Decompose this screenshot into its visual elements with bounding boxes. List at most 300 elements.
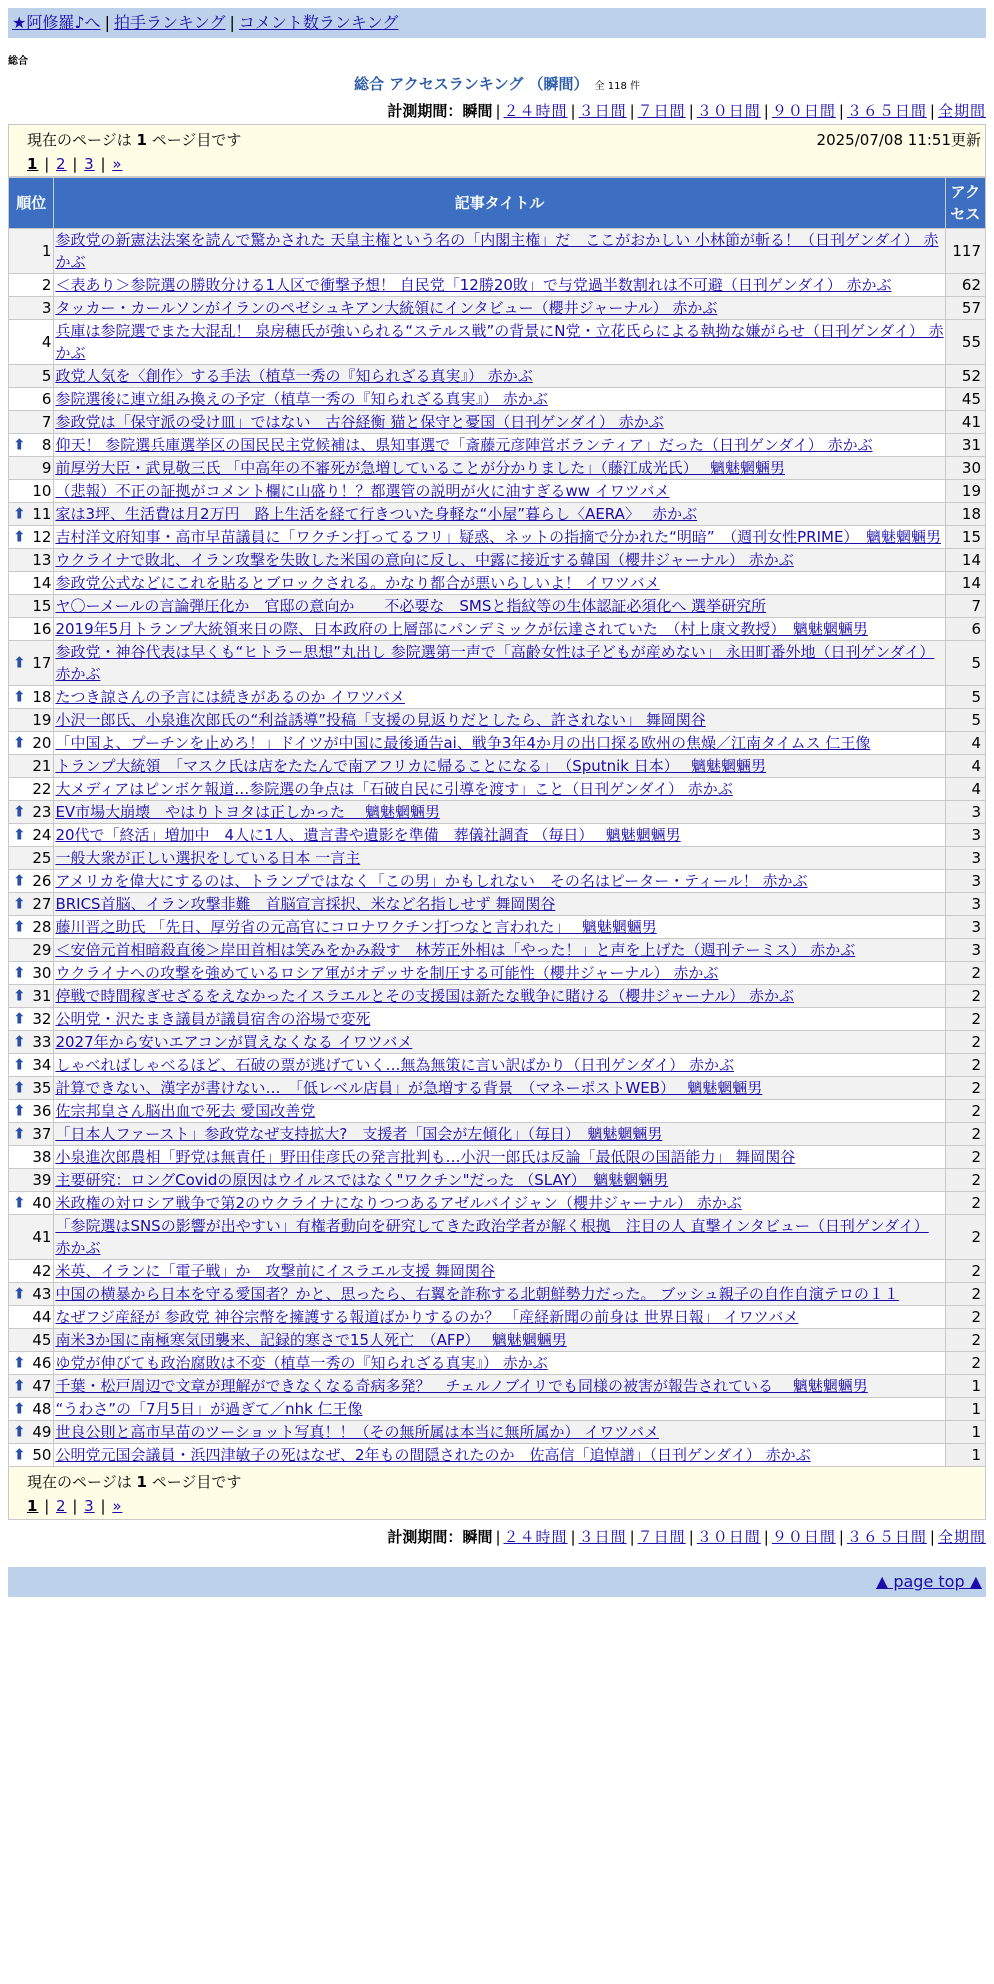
table-row: [9, 1054, 986, 1077]
access-count: 31: [945, 434, 985, 457]
title-cell: [54, 755, 945, 778]
rank-cell: [9, 1169, 54, 1192]
period-separator: |: [570, 102, 576, 120]
rank-up-arrow-icon: ⬆: [13, 1445, 26, 1464]
table-row: [9, 1306, 986, 1329]
article-title-link[interactable]: ヤ〇ーメールの言論弾圧化か 官邸の意向か 不必要な SMSと指紋等の生体認証必須化へ 選挙研究所: [55, 597, 767, 615]
table-row: [9, 1077, 986, 1100]
article-title-link[interactable]: 藤川晋之助氏 「先日、厚労省の元高官にコロナワクチン打つなと言われた」 魑魅魍魎男: [55, 918, 657, 936]
pagination: [27, 1497, 977, 1515]
title-cell: [54, 1398, 945, 1421]
title-cell: [54, 1077, 945, 1100]
ranking-table: [8, 177, 986, 1467]
period-link[interactable]: ２４時間: [503, 102, 568, 120]
title-cell: [54, 411, 945, 434]
access-count: 2: [945, 1306, 985, 1329]
title-cell: [54, 1146, 945, 1169]
access-count: 1: [945, 1421, 985, 1444]
article-title-link[interactable]: 停戦で時間稼ぎせざるをえなかったイスラエルとその支援国は新たな戦争に賭ける（櫻井ジャーナル） 赤かぶ: [55, 987, 795, 1005]
rank-up-arrow-icon: ⬆: [13, 917, 26, 936]
table-row: [9, 1352, 986, 1375]
access-count: 2: [945, 1031, 985, 1054]
table-row: [9, 893, 986, 916]
table-row: [9, 755, 986, 778]
access-count: 4: [945, 778, 985, 801]
title-cell: [54, 434, 945, 457]
access-count: 57: [945, 297, 985, 320]
rank-cell: [9, 618, 54, 641]
title-cell: [54, 1100, 945, 1123]
rank-cell: [9, 1306, 54, 1329]
table-row: [9, 411, 986, 434]
rank-cell: [9, 801, 54, 824]
rank-up-arrow-icon: ⬆: [13, 1399, 26, 1418]
access-count: 2: [945, 985, 985, 1008]
article-title-link[interactable]: タッカー・カールソンがイランのペゼシュキアン大統領にインタビュー（櫻井ジャーナル） 赤かぶ: [55, 299, 718, 317]
article-title-link[interactable]: 佐宗邦皇さん脳出血で死去 愛国改善党: [55, 1102, 316, 1120]
period-current: 瞬間: [462, 1528, 493, 1546]
access-count: 30: [945, 457, 985, 480]
title-cell: [54, 962, 945, 985]
article-title-link[interactable]: 「参院選はSNSの影響が出やすい」有権者動向を研究してきた政治学者が解く根拠 注目の人 直撃インタビュー（日刊ゲンダイ） 赤かぶ: [55, 1217, 929, 1257]
page-info: [27, 1471, 977, 1492]
title-cell: [54, 365, 945, 388]
rank-number: 21: [32, 757, 52, 775]
rank-number: 6: [41, 390, 52, 408]
article-title-link[interactable]: なぜフジ産経が 参政党 神谷宗幣を擁護する報道ばかりするのか？ 「産経新聞の前身は 世界日報」 イワツバメ: [55, 1308, 799, 1326]
access-count: 5: [945, 686, 985, 709]
period-link[interactable]: 全期間: [937, 1528, 986, 1546]
clap-ranking-link[interactable]: 拍手ランキング: [113, 13, 226, 32]
pagination-link[interactable]: 2: [56, 155, 67, 173]
period-separator: |: [629, 1528, 635, 1546]
title-cell: [54, 778, 945, 801]
table-row: [9, 985, 986, 1008]
article-title-link[interactable]: 主要研究：ロングCovidの原因はウイルスではなく"ワクチン"だった （SLAY） 魑魅魍魎男: [55, 1171, 669, 1189]
page-info-number: 1: [136, 1473, 147, 1491]
rank-cell: [9, 1100, 54, 1123]
rank-cell: [9, 916, 54, 939]
rank-number: 48: [32, 1400, 52, 1418]
access-count: 2: [945, 1192, 985, 1215]
access-count: 3: [945, 893, 985, 916]
title-cell: [54, 1123, 945, 1146]
period-link[interactable]: ３日間: [578, 102, 627, 120]
access-count: 18: [945, 503, 985, 526]
title-cell: [54, 939, 945, 962]
article-title-link[interactable]: ＜安倍元首相暗殺直後＞岸田首相は笑みをかみ殺す 林芳正外相は「やった！」と声を上げた（週刊テーミス） 赤かぶ: [55, 941, 856, 959]
title-cell: [54, 1352, 945, 1375]
rank-cell: [9, 526, 54, 549]
table-row: [9, 1375, 986, 1398]
rank-cell: [9, 1352, 54, 1375]
title-cell: [54, 1008, 945, 1031]
title-cell: [54, 526, 945, 549]
rank-number: 41: [32, 1228, 52, 1246]
article-title-link[interactable]: 参院選後に連立組み換えの予定（植草一秀の『知られざる真実』） 赤かぶ: [55, 390, 548, 408]
article-title-link[interactable]: 南米3か国に南極寒気団襲来、記録的寒さで15人死亡 （AFP） 魑魅魍魎男: [55, 1331, 567, 1349]
table-row: [9, 1123, 986, 1146]
article-title-link[interactable]: しゃべればしゃべるほど、石破の票が逃げていく…無為無策に言い訳ばかり（日刊ゲンダイ） 赤かぶ: [55, 1056, 735, 1074]
access-count: 2: [945, 1352, 985, 1375]
rank-number: 19: [32, 711, 52, 729]
rank-cell: [9, 755, 54, 778]
article-title-link[interactable]: 米政権の対ロシア戦争で第2のウクライナになりつつあるアゼルバイジャン（櫻井ジャーナル） 赤かぶ: [55, 1194, 742, 1212]
access-count: 3: [945, 824, 985, 847]
title-cell: [54, 801, 945, 824]
access-count: 7: [945, 595, 985, 618]
table-row: [9, 320, 986, 365]
page-info-suffix: ページ目です: [151, 131, 242, 149]
home-link[interactable]: ★阿修羅♪へ: [12, 13, 101, 32]
rank-up-arrow-icon: ⬆: [13, 1078, 26, 1097]
article-title-link[interactable]: 公明党・沢たまき議員が議員宿舎の浴場で変死: [55, 1010, 371, 1028]
access-count: 2: [945, 962, 985, 985]
rank-number: 33: [32, 1033, 52, 1051]
rank-number: 40: [32, 1194, 52, 1212]
table-row: [9, 1398, 986, 1421]
title-cell: [54, 732, 945, 755]
rank-number: 14: [32, 574, 52, 592]
table-row: [9, 1421, 986, 1444]
table-row: [9, 1100, 986, 1123]
access-count: 2: [945, 1077, 985, 1100]
pagination-separator: |: [66, 1497, 85, 1515]
article-title-link[interactable]: ウクライナで敗北、イラン攻撃を失敗した米国の意向に反し、中露に接近する韓国（櫻井ジャーナル） 赤かぶ: [55, 551, 794, 569]
page-top-link[interactable]: ▲ page top ▲: [875, 1572, 982, 1591]
rank-number: 36: [32, 1102, 52, 1120]
rank-number: 37: [32, 1125, 52, 1143]
rank-number: 46: [32, 1354, 52, 1372]
rank-number: 12: [32, 528, 52, 546]
rank-cell: [9, 457, 54, 480]
rank-number: 39: [32, 1171, 52, 1189]
rank-up-arrow-icon: ⬆: [13, 894, 26, 913]
page-heading: [0, 73, 994, 94]
table-row: [9, 709, 986, 732]
rank-cell: [9, 1375, 54, 1398]
rank-up-arrow-icon: ⬆: [13, 1124, 26, 1143]
article-title-link[interactable]: 参政党は「保守派の受け皿」ではない 古谷経衡 猫と保守と憂国（日刊ゲンダイ） 赤かぶ: [55, 413, 664, 431]
pagination-next[interactable]: »: [112, 1497, 123, 1515]
table-row: [9, 1169, 986, 1192]
header-access: アクセス: [945, 178, 985, 229]
title-cell: [54, 595, 945, 618]
period-link[interactable]: ３０日間: [696, 102, 761, 120]
period-link[interactable]: 全期間: [937, 102, 986, 120]
rank-cell: [9, 572, 54, 595]
pagination-separator: |: [66, 155, 85, 173]
period-link[interactable]: ３０日間: [696, 1528, 761, 1546]
rank-cell: [9, 1146, 54, 1169]
period-separator: |: [688, 1528, 694, 1546]
access-count: 5: [945, 641, 985, 686]
rank-number: 5: [41, 367, 52, 385]
access-count: 3: [945, 939, 985, 962]
title-cell: [54, 709, 945, 732]
period-link[interactable]: ９０日間: [771, 1528, 836, 1546]
rank-number: 13: [32, 551, 52, 569]
table-row: [9, 274, 986, 297]
period-selector-bottom: [8, 1526, 986, 1547]
period-label: 計測期間：: [387, 1528, 463, 1546]
rank-up-arrow-icon: ⬆: [13, 653, 26, 672]
table-row: [9, 229, 986, 274]
rank-number: 30: [32, 964, 52, 982]
rank-number: 50: [32, 1446, 52, 1464]
rank-number: 24: [32, 826, 52, 844]
pagination-separator: |: [94, 155, 113, 173]
rank-cell: [9, 503, 54, 526]
total-count: 全 118 件: [594, 81, 640, 92]
article-title-link[interactable]: 一般大衆が正しい選択をしている日本 一言主: [55, 849, 361, 867]
rank-cell: [9, 732, 54, 755]
rank-up-arrow-icon: ⬆: [13, 1284, 26, 1303]
title-cell: [54, 618, 945, 641]
access-count: 5: [945, 709, 985, 732]
period-link[interactable]: ２４時間: [503, 1528, 568, 1546]
table-row: [9, 526, 986, 549]
table-row: [9, 388, 986, 411]
access-count: 117: [945, 229, 985, 274]
period-link[interactable]: ７日間: [637, 102, 686, 120]
article-title-link[interactable]: 計算できない、漢字が書けない… 「低レベル店員」が急増する背景 （マネーポストWEB） 魑魅魍魎男: [55, 1079, 763, 1097]
rank-cell: [9, 320, 54, 365]
rank-number: 42: [32, 1262, 52, 1280]
rank-cell: [9, 1192, 54, 1215]
article-title-link[interactable]: 公明党元国会議員・浜四津敏子の死はなぜ、2年もの間隠されたのか 佐高信「追悼譜」（日刊ゲンダイ） 赤かぶ: [55, 1446, 811, 1464]
updated-timestamp: 2025/07/08 11:51更新: [816, 131, 981, 149]
article-title-link[interactable]: 「日本人ファースト」参政党なぜ支持拡大? 支援者「国会が左傾化」（毎日） 魑魅魍魎男: [55, 1125, 663, 1143]
rank-cell: [9, 824, 54, 847]
rank-up-arrow-icon: ⬆: [13, 871, 26, 890]
table-row: [9, 457, 986, 480]
page-info-prefix: 現在のページは: [27, 131, 132, 149]
title-cell: [54, 229, 945, 274]
title-cell: [54, 985, 945, 1008]
rank-up-arrow-icon: ⬆: [13, 504, 26, 523]
article-title-link[interactable]: 米英、イランに「電子戦」か 攻撃前にイスラエル支援 舞岡関谷: [55, 1262, 496, 1280]
rank-number: 28: [32, 918, 52, 936]
table-row: [9, 434, 986, 457]
period-separator: |: [688, 102, 694, 120]
article-title-link[interactable]: 政党人気を〈創作〉する手法（植草一秀の『知られざる真実』） 赤かぶ: [55, 367, 533, 385]
article-title-link[interactable]: 兵庫は参院選でまた大混乱！ 泉房穂氏が強いられる“ステルス戦”の背景にN党・立花氏らによる執拗な嫌がらせ（日刊ゲンダイ） 赤かぶ: [55, 322, 944, 362]
table-row: [9, 732, 986, 755]
table-row: [9, 778, 986, 801]
rank-up-arrow-icon: ⬆: [13, 1055, 26, 1074]
pagination-next[interactable]: »: [112, 155, 123, 173]
access-count: 14: [945, 549, 985, 572]
period-link[interactable]: ３６５日間: [846, 102, 927, 120]
period-selector: [8, 100, 986, 121]
access-count: 62: [945, 274, 985, 297]
access-count: 2: [945, 1008, 985, 1031]
article-title-link[interactable]: アメリカを偉大にするのは、トランプではなく「この男」かもしれない その名はピーター・ティール！ 赤かぶ: [55, 872, 808, 890]
rank-cell: [9, 1123, 54, 1146]
rank-number: 16: [32, 620, 52, 638]
access-count: 2: [945, 1215, 985, 1260]
access-count: 4: [945, 755, 985, 778]
period-separator: |: [629, 102, 635, 120]
period-link[interactable]: ７日間: [637, 1528, 686, 1546]
article-title-link[interactable]: 2027年から安いエアコンが買えなくなる イワツバメ: [55, 1033, 413, 1051]
title-cell: [54, 916, 945, 939]
rank-number: 25: [32, 849, 52, 867]
rank-cell: [9, 1077, 54, 1100]
table-row: [9, 1260, 986, 1283]
table-row: [9, 847, 986, 870]
rank-number: 32: [32, 1010, 52, 1028]
access-count: 3: [945, 916, 985, 939]
access-count: 2: [945, 1123, 985, 1146]
title-cell: [54, 1054, 945, 1077]
article-title-link[interactable]: 中国の横暴から日本を守る愛国者？かと、思ったら、右翼を詐称する北朝鮮勢力だった。 ブッシュ親子の自作自演テロの１１: [55, 1285, 899, 1303]
rank-cell: [9, 1031, 54, 1054]
article-title-link[interactable]: 家は3坪、生活費は月2万円 路上生活を経て行きついた身軽な“小屋”暮らし〈AERA〉 赤かぶ: [55, 505, 698, 523]
period-separator: |: [495, 1528, 501, 1546]
access-count: 2: [945, 1260, 985, 1283]
title-cell: [54, 320, 945, 365]
comment-ranking-link[interactable]: コメント数ランキング: [238, 13, 399, 32]
access-count: 2: [945, 1146, 985, 1169]
pagination-link[interactable]: 3: [84, 155, 95, 173]
article-title-link[interactable]: たつき諒さんの予言には続きがあるのか イワツバメ: [55, 688, 405, 706]
rank-cell: [9, 549, 54, 572]
table-header-row: [9, 178, 986, 229]
rank-number: 47: [32, 1377, 52, 1395]
article-title-link[interactable]: ウクライナへの攻撃を強めているロシア軍がオデッサを制圧する可能性（櫻井ジャーナル） 赤かぶ: [55, 964, 719, 982]
article-title-link[interactable]: 2019年5月トランプ大統領来日の際、日本政府の上層部にパンデミックが伝達されていた （村上康文教授） 魑魅魍魎男: [55, 620, 868, 638]
table-row: [9, 549, 986, 572]
title-cell: [54, 1192, 945, 1215]
rank-cell: [9, 274, 54, 297]
title-cell: [54, 480, 945, 503]
article-title-link[interactable]: BRICS首脳、イラン攻撃非難 首脳宣言採択、米など名指しせず 舞岡関谷: [55, 895, 556, 913]
article-title-link[interactable]: 参政党公式などにこれを貼るとブロックされる。かなり都合が悪いらしいよ！ イワツバメ: [55, 574, 660, 592]
title-cell: [54, 1421, 945, 1444]
article-title-link[interactable]: 世良公則と高市早苗のツーショット写真！！（その無所属は本当に無所属か） イワツバメ: [55, 1423, 660, 1441]
article-title-link[interactable]: 「中国よ、プーチンを止めろ！」ドイツが中国に最後通告ai、戦争3年4か月の出口探る欧州の焦燥／江南タイムス 仁王像: [55, 734, 871, 752]
rank-cell: [9, 870, 54, 893]
article-title-link[interactable]: 小沢一郎氏、小泉進次郎氏の“利益誘導”投稿「支援の見返りだとしたら、許されない」 舞岡関谷: [55, 711, 706, 729]
period-separator: |: [838, 102, 844, 120]
article-title-link[interactable]: 参政党の新憲法法案を読んで驚かされた 天皇主権という名の「内閣主権」だ ここがおかしい 小林節が斬る！（日刊ゲンダイ） 赤かぶ: [55, 231, 939, 271]
header-rank: 順位: [9, 178, 54, 229]
rank-cell: [9, 1444, 54, 1467]
footer-bar: [8, 1567, 986, 1597]
rank-up-arrow-icon: ⬆: [13, 435, 26, 454]
rank-number: 45: [32, 1331, 52, 1349]
table-row: [9, 480, 986, 503]
rank-cell: [9, 1398, 54, 1421]
article-title-link[interactable]: 吉村洋文府知事・高市早苗議員に「ワクチン打ってるフリ」疑惑、ネットの指摘で分かれた“明暗” （週刊女性PRIME） 魑魅魍魎男: [55, 528, 941, 546]
rank-cell: [9, 962, 54, 985]
rank-number: 9: [41, 459, 52, 477]
rank-up-arrow-icon: ⬆: [13, 733, 26, 752]
rank-up-arrow-icon: ⬆: [13, 963, 26, 982]
table-row: [9, 1444, 986, 1467]
period-link[interactable]: ３日間: [578, 1528, 627, 1546]
rank-cell: [9, 1283, 54, 1306]
rank-cell: [9, 365, 54, 388]
rank-up-arrow-icon: ⬆: [13, 1193, 26, 1212]
article-title-link[interactable]: （悲報）不正の証拠がコメント欄に山盛り！？都選管の説明が火に油すぎるww イワツバメ: [55, 482, 670, 500]
article-title-link[interactable]: 仰天！ 参院選兵庫選挙区の国民民主党候補は、県知事選で「斎藤元彦陣営ボランティア」だった（日刊ゲンダイ） 赤かぶ: [55, 436, 873, 454]
rank-number: 31: [32, 987, 52, 1005]
rank-number: 3: [41, 299, 52, 317]
title-cell: [54, 870, 945, 893]
period-separator: |: [763, 1528, 769, 1546]
rank-up-arrow-icon: ⬆: [13, 1032, 26, 1051]
article-title-link[interactable]: ゆ党が伸びても政治腐敗は不変（植草一秀の『知られざる真実』） 赤かぶ: [55, 1354, 548, 1372]
title-cell: [54, 549, 945, 572]
pagination-link[interactable]: 2: [56, 1497, 67, 1515]
period-separator: |: [763, 102, 769, 120]
article-title-link[interactable]: ＜表あり＞参院選の勝敗分ける1人区で衝撃予想！ 自民党「12勝20敗」で与党過半数割れは不可避（日刊ゲンダイ） 赤かぶ: [55, 276, 892, 294]
access-count: 1: [945, 1398, 985, 1421]
access-count: 2: [945, 1100, 985, 1123]
title-cell: [54, 297, 945, 320]
rank-up-arrow-icon: ⬆: [13, 527, 26, 546]
top-nav-bar: [8, 8, 986, 38]
article-title-link[interactable]: EV市場大崩壊 やはりトヨタは正しかった 魑魅魍魎男: [55, 803, 440, 821]
article-title-link[interactable]: 20代で「終活」増加中 4人に1人、遺言書や遺影を準備 葬儀社調査 （毎日） 魑魅魍魎男: [55, 826, 681, 844]
rank-cell: [9, 1329, 54, 1352]
article-title-link[interactable]: 大メディアはピンボケ報道…参院選の争点は「石破自民に引導を渡す」こと（日刊ゲンダイ） 赤かぶ: [55, 780, 733, 798]
title-cell: [54, 1031, 945, 1054]
table-row: [9, 686, 986, 709]
nav-separator: |: [229, 13, 235, 32]
access-count: 2: [945, 1054, 985, 1077]
ranking-body: [9, 229, 986, 1467]
article-title-link[interactable]: 小泉進次郎農相「野党は無責任」野田佳彦氏の発言批判も…小沢一郎氏は反論「最低限の国語能力」 舞岡関谷: [55, 1148, 796, 1166]
rank-cell: [9, 595, 54, 618]
pagination-link[interactable]: 3: [84, 1497, 95, 1515]
rank-number: 2: [41, 276, 52, 294]
rank-cell: [9, 480, 54, 503]
page-info-number: 1: [136, 131, 147, 149]
table-row: [9, 870, 986, 893]
pagination-separator: |: [38, 155, 57, 173]
table-row: [9, 365, 986, 388]
pagination-current: 1: [27, 155, 39, 173]
table-row: [9, 916, 986, 939]
table-row: [9, 939, 986, 962]
rank-number: 23: [32, 803, 52, 821]
article-title-link[interactable]: 参政党・神谷代表は早くも“ヒトラー思想”丸出し 参院選第一声で「高齢女性は子どもが産めない」 永田町番外地（日刊ゲンダイ） 赤かぶ: [55, 643, 935, 683]
rank-number: 7: [41, 413, 52, 431]
article-title-link[interactable]: 前厚労大臣・武見敬三氏 「中高年の不審死が急増していることが分かりました」（藤江成光氏） 魑魅魍魎男: [55, 459, 785, 477]
access-count: 3: [945, 870, 985, 893]
pagination-separator: |: [38, 1497, 57, 1515]
access-count: 2: [945, 1169, 985, 1192]
period-link[interactable]: ９０日間: [771, 102, 836, 120]
title-cell: [54, 1375, 945, 1398]
article-title-link[interactable]: “うわさ”の「7月5日」が過ぎて／nhk 仁王像: [55, 1400, 363, 1418]
article-title-link[interactable]: 千葉・松戸周辺で文章が理解ができなくなる奇病多発？ チェルノブイリでも同様の被害が報告されている 魑魅魍魎男: [55, 1377, 868, 1395]
period-link[interactable]: ３６５日間: [846, 1528, 927, 1546]
rank-cell: [9, 893, 54, 916]
rank-cell: [9, 847, 54, 870]
period-separator: |: [495, 102, 501, 120]
rank-number: 11: [32, 505, 52, 523]
rank-number: 34: [32, 1056, 52, 1074]
table-row: [9, 1215, 986, 1260]
rank-cell: [9, 1215, 54, 1260]
title-cell: [54, 824, 945, 847]
article-title-link[interactable]: トランプ大統領 「マスク氏は店をたたんで南アフリカに帰ることになる」 （Sputnik 日本） 魑魅魍魎男: [55, 757, 767, 775]
